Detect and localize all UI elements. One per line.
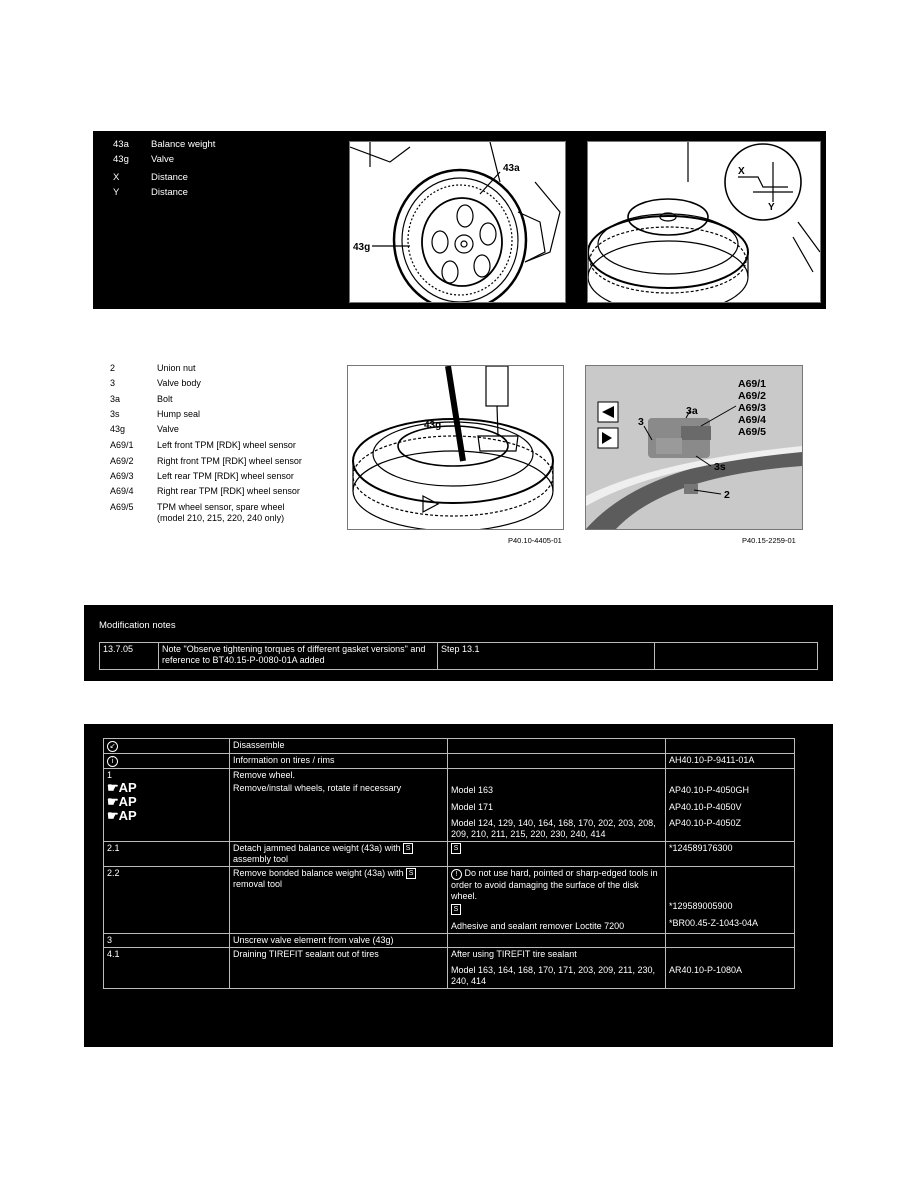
table-row: 13.7.05 Note "Observe tightening torques of different gasket versions" and reference to BT40.15-P-0080-01A added Step 13.1 bbox=[100, 643, 818, 670]
table-row: ↙ Disassemble bbox=[104, 739, 795, 754]
figure-code-2: P40.15-2259-01 bbox=[742, 536, 796, 545]
modification-notes-title: Modification notes bbox=[99, 620, 176, 631]
label-2: 2 bbox=[724, 489, 730, 501]
legend-item: Y Distance bbox=[113, 187, 188, 198]
tool-icon: S bbox=[406, 868, 416, 879]
wheel-balance-weight-illustration bbox=[349, 141, 566, 303]
tool-icon: S bbox=[451, 904, 461, 915]
table-row: 2.1 Detach jammed balance weight (43a) with S assembly tool S *124589176300 bbox=[104, 842, 795, 867]
label-x: X bbox=[738, 166, 745, 177]
legend-item: 43a Balance weight bbox=[113, 139, 216, 150]
table-row: 1 ☛AP ☛AP ☛AP Remove wheel. Remove/install wheels, rotate if necessary Model 163 Model 171 Model 124, 129, 140, 164, 168, 170, 202, 203, 208, 209, 210, 211, 215, 220, 230, 240, 414 AP40.10-P-4050GH AP40.10-P-4050V AP40.10-P-4050Z bbox=[104, 769, 795, 842]
legend-item: A69/2 Right front TPM [RDK] wheel sensor bbox=[110, 455, 302, 466]
disassemble-icon: ↙ bbox=[107, 741, 118, 752]
book-hand-icon: ☛ bbox=[107, 780, 119, 795]
book-hand-icon: ☛ bbox=[107, 808, 119, 823]
valve-removal-illustration bbox=[347, 365, 564, 530]
tool-number[interactable]: *129589005900 bbox=[669, 901, 733, 912]
book-hand-icon: ☛ bbox=[107, 794, 119, 809]
legend-item: A69/1 Left front TPM [RDK] wheel sensor bbox=[110, 440, 296, 451]
table-row: 2.2 Remove bonded balance weight (43a) with S removal tool ! Do not use hard, pointed or sharp-edged tools in order to avoid damaging the surface of the disk wheel. S Adhesive and sealant remover Loctite 7200 *129589005900 *BR00.45-Z-1043-04A bbox=[104, 867, 795, 934]
tool-number[interactable]: *124589176300 bbox=[666, 842, 795, 867]
label-3a: 3a bbox=[686, 405, 698, 417]
figure2-legend bbox=[110, 361, 330, 524]
table-row: i Information on tires / rims AH40.10-P-9411-01A bbox=[104, 754, 795, 769]
doc-link[interactable]: AP40.10-P-4050V bbox=[669, 802, 742, 812]
legend-item: 3a Bolt bbox=[110, 393, 173, 404]
legend-item: A69/5 TPM wheel sensor, spare wheel (model 210, 215, 220, 240 only) bbox=[110, 501, 285, 523]
doc-link[interactable]: AP40.10-P-4050Z bbox=[669, 818, 742, 828]
valve-distance-illustration bbox=[587, 141, 821, 303]
ap-reference: ☛AP bbox=[107, 794, 137, 809]
legend-item: X Distance bbox=[113, 172, 188, 183]
doc-link[interactable]: AH40.10-P-9411-01A bbox=[666, 754, 795, 769]
legend-item: 2 Union nut bbox=[110, 363, 196, 373]
tool-icon: S bbox=[451, 843, 461, 854]
procedure-panel bbox=[84, 724, 833, 1047]
legend-item: A69/4 Right rear TPM [RDK] wheel sensor bbox=[110, 486, 300, 497]
label-43g: 43g bbox=[353, 242, 371, 253]
table-row: 4.1 Draining TIREFIT sealant out of tires After using TIREFIT tire sealant Model 163, 164, 168, 170, 171, 203, 209, 211, 230, 240, 414 AR40.10-P-1080A bbox=[104, 948, 795, 989]
figure-code-1: P40.10-4405-01 bbox=[508, 536, 562, 545]
label-43g: 43g bbox=[424, 420, 442, 431]
modification-notes-table bbox=[99, 642, 818, 670]
figure1-legend bbox=[113, 137, 333, 200]
doc-link[interactable]: *BR00.45-Z-1043-04A bbox=[669, 918, 759, 929]
doc-link[interactable]: AP40.10-P-4050GH bbox=[669, 785, 750, 795]
tpm-sensor-photo bbox=[585, 365, 803, 530]
legend-item: A69/3 Left rear TPM [RDK] wheel sensor bbox=[110, 471, 294, 482]
tool-icon: S bbox=[403, 843, 413, 854]
procedure-table bbox=[103, 738, 795, 989]
legend-item: 3s Hump seal bbox=[110, 408, 201, 419]
label-a69-5: A69/5 bbox=[738, 426, 767, 438]
label-43a: 43a bbox=[503, 163, 520, 174]
legend-item: 43g Valve bbox=[113, 154, 175, 165]
figure1-panel bbox=[93, 131, 826, 309]
legend-item: 43g Valve bbox=[110, 424, 179, 435]
ap-reference: ☛AP bbox=[107, 808, 137, 823]
note-icon: ! bbox=[451, 869, 462, 880]
legend-item: 3 Valve body bbox=[110, 378, 201, 389]
table-row: 3 Unscrew valve element from valve (43g) bbox=[104, 934, 795, 948]
label-a69-4: A69/4 bbox=[738, 414, 767, 426]
label-a69-1: A69/1 bbox=[738, 378, 767, 390]
doc-link[interactable]: AR40.10-P-1080A bbox=[669, 965, 743, 976]
label-3: 3 bbox=[638, 416, 644, 428]
label-3s: 3s bbox=[714, 461, 726, 473]
label-a69-2: A69/2 bbox=[738, 390, 767, 402]
ap-reference: ☛AP bbox=[107, 780, 137, 795]
info-icon: i bbox=[107, 756, 118, 767]
label-y: Y bbox=[768, 202, 775, 213]
label-a69-3: A69/3 bbox=[738, 402, 767, 414]
modification-notes-panel bbox=[84, 605, 833, 681]
